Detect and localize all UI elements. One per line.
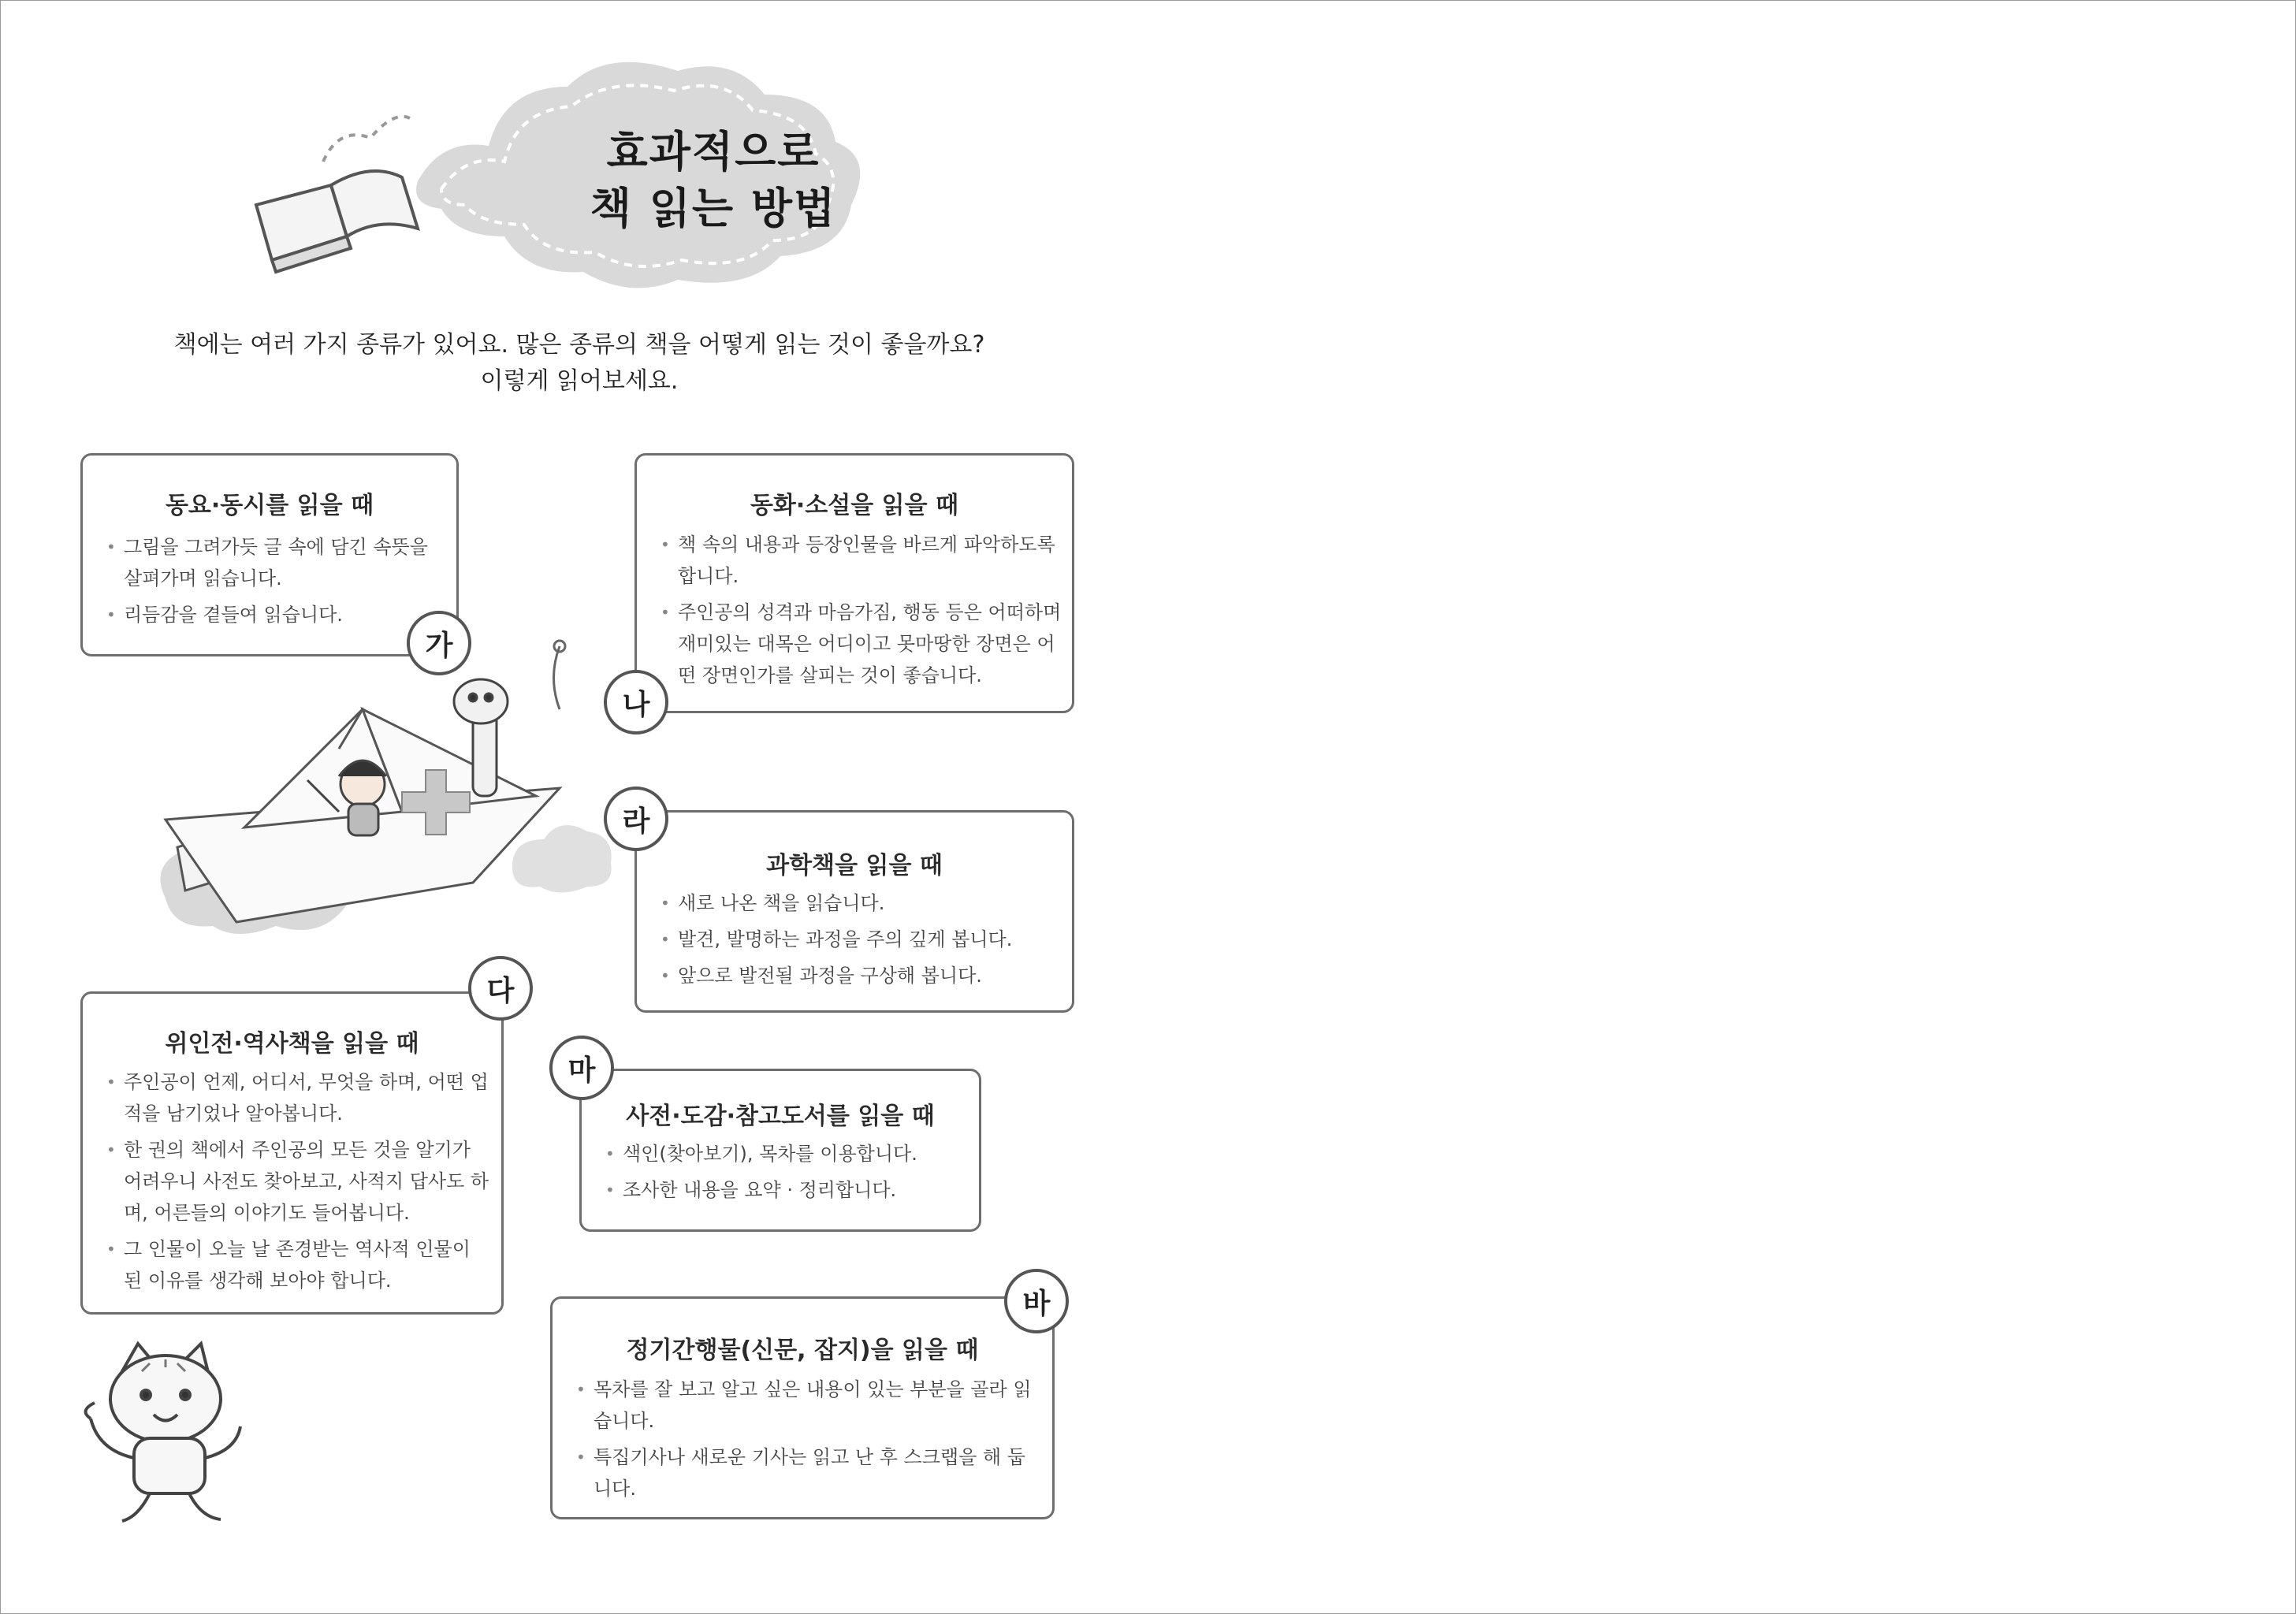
card-ba-list [576, 1374, 1041, 1509]
badge-na: 나 [604, 670, 668, 734]
badge-ga: 가 [407, 611, 471, 675]
card-na-item-1: • 책 속의 내용과 등장인물을 바르게 파악하도록 합니다. [661, 529, 1062, 592]
card-na-list [661, 529, 1062, 696]
card-ma-item-1: • 색인(찾아보기), 목차를 이용합니다. [605, 1138, 968, 1170]
card-da-list [106, 1066, 493, 1301]
badge-ma: 마 [549, 1036, 614, 1100]
card-ra [634, 810, 1074, 1013]
card-ra-item-1: • 새로 나온 책을 읽습니다. [661, 887, 1062, 919]
card-da-item-1: • 주인공이 언제, 어디서, 무엇을 하며, 어떤 업적을 남기었나 알아봅니다. [106, 1066, 493, 1129]
card-ga-item-1: • 그림을 그려가듯 글 속에 담긴 속뜻을 살펴가며 읽습니다. [106, 531, 437, 594]
card-da [80, 991, 504, 1315]
badge-ra: 라 [604, 787, 668, 851]
card-ra-list [661, 887, 1062, 996]
card-na [634, 453, 1074, 713]
card-ra-item-2: • 발견, 발명하는 과정을 주의 깊게 봅니다. [661, 924, 1062, 955]
card-da-item-2: • 한 권의 책에서 주인공의 모든 것을 알기가 어려우니 사전도 찾아보고, 사적지 답사도 하며, 어른들의 이야기도 들어봅니다. [106, 1134, 493, 1229]
card-da-title: 위인전·역사책을 읽을 때 [165, 1030, 419, 1058]
intro-line-1: 책에는 여러 가지 종류가 있어요. 많은 종류의 책을 어떻게 읽는 것이 좋을까요? [173, 331, 985, 359]
card-da-item-3: • 그 인물이 오늘 날 존경받는 역사적 인물이 된 이유를 생각해 보아야 합니다. [106, 1233, 493, 1296]
open-book-icon [256, 171, 418, 272]
intro-line-2: 이렇게 읽어보세요. [480, 367, 679, 395]
card-ra-item-3: • 앞으로 발전될 과정을 구상해 봅니다. [661, 960, 1062, 991]
card-na-title: 동화·소설을 읽을 때 [750, 492, 959, 519]
card-ga-item-2: • 리듬감을 곁들여 읽습니다. [106, 599, 437, 630]
card-na-item-2: • 주인공의 성격과 마음가짐, 행동 등은 어떠하며 재미있는 대목은 어디이고 못마땅한 장면은 어떤 장면인가를 살피는 것이 좋습니다. [661, 597, 1062, 691]
card-ba-item-1: • 목차를 잘 보고 알고 싶은 내용이 있는 부분을 골라 읽습니다. [576, 1374, 1041, 1437]
card-ba-item-2: • 특집기사나 새로운 기사는 읽고 난 후 스크랩을 해 둡니다. [576, 1441, 1041, 1504]
page-title-line-2: 책 읽는 방법 [590, 184, 837, 233]
card-ma-item-2: • 조사한 내용을 요약 · 정리합니다. [605, 1174, 968, 1206]
paper-boat-illustration [142, 615, 615, 954]
card-ma-title: 사전·도감·참고도서를 읽을 때 [626, 1103, 935, 1130]
card-ma [579, 1069, 981, 1232]
cat-illustration [75, 1340, 256, 1529]
card-ra-title: 과학책을 읽을 때 [766, 852, 943, 880]
badge-da: 다 [468, 956, 533, 1021]
card-ba-title: 정기간행물(신문, 잡지)을 읽을 때 [626, 1337, 979, 1364]
card-ga-title: 동요·동시를 읽을 때 [165, 492, 374, 519]
card-ga [80, 453, 459, 656]
card-ba [550, 1296, 1055, 1519]
card-ga-list [106, 531, 437, 635]
badge-ba: 바 [1004, 1269, 1069, 1333]
page-title-line-1: 효과적으로 [606, 127, 821, 177]
card-ma-list [605, 1138, 968, 1210]
